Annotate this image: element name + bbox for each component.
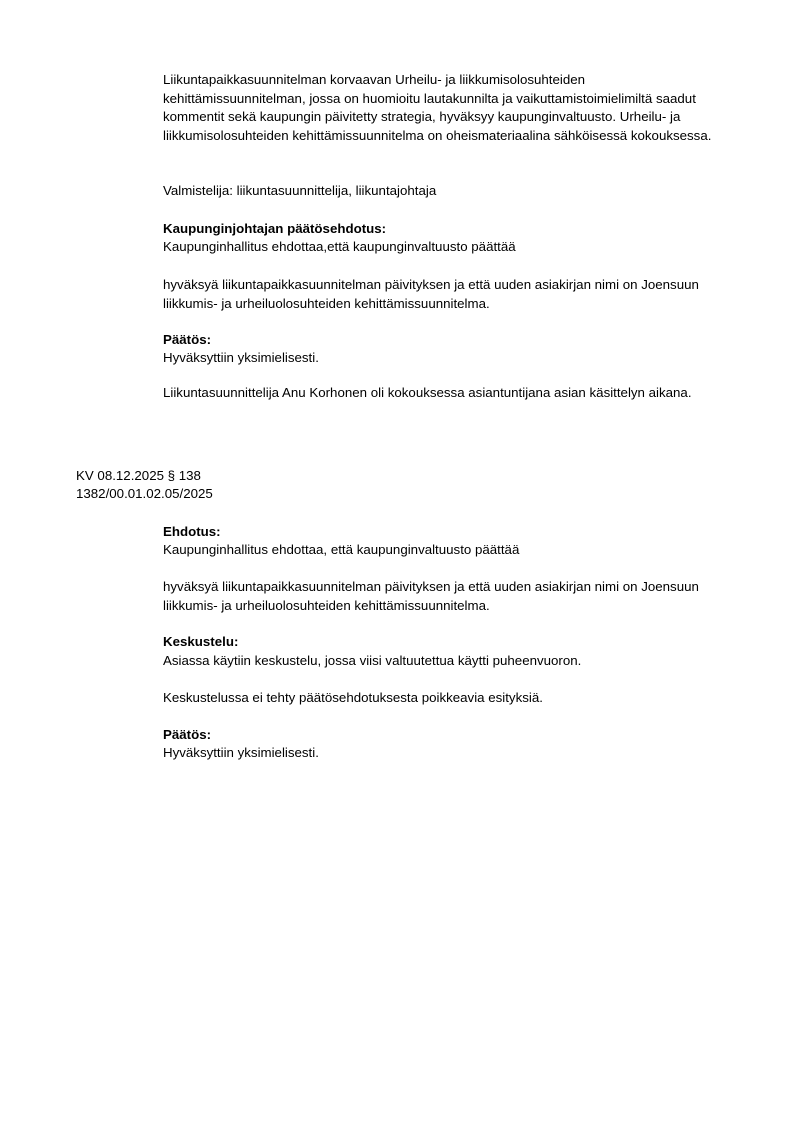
mayor-proposal-body: hyväksyä liikuntapaikkasuunnitelman päivityksen ja että uuden asiakirjan nimi on Joensuun liikkumis- ja urheiluolosuhteiden kehittämissuunnitelma. xyxy=(163,277,699,311)
proposal-body: hyväksyä liikuntapaikkasuunnitelman päivityksen ja että uuden asiakirjan nimi on Joensuun liikkumis- ja urheiluolosuhteiden kehittämissuunnitelma. xyxy=(163,579,699,613)
decision-heading: Päätös: xyxy=(163,332,212,347)
proposal-heading: Ehdotus: xyxy=(163,524,221,539)
preparer-line: Valmistelija: liikuntasuunnittelija, liikuntajohtaja xyxy=(163,183,437,198)
final-decision-heading: Päätös: xyxy=(163,727,212,742)
discussion-text: Asiassa käytiin keskustelu, jossa viisi valtuutettua käytti puheenvuoron. xyxy=(163,653,582,668)
final-decision-text: Hyväksyttiin yksimielisesti. xyxy=(163,745,319,760)
decision-text: Hyväksyttiin yksimielisesti. xyxy=(163,350,319,365)
discussion-heading: Keskustelu: xyxy=(163,634,239,649)
discussion-note: Keskustelussa ei tehty päätösehdotuksesta poikkeavia esityksiä. xyxy=(163,690,543,705)
mayor-proposal-intro: Kaupunginhallitus ehdottaa,että kaupunginvaltuusto päättää xyxy=(163,239,516,254)
intro-paragraph: Liikuntapaikkasuunnitelman korvaavan Urheilu- ja liikkumisolosuhteiden kehittämissuunnitelman, jossa on huomioitu lautakunnilta ja vaikuttamistoimielimiltä saadut kommentit sekä kaupungin päivitetty strategia, hyväksyy kaupunginvaltuusto. Urheilu- ja liikkumisolosuhteiden kehittämissuunnitelma on oheismateriaalina sähköisessä kokouksessa. xyxy=(163,72,712,143)
proposal-intro: Kaupunginhallitus ehdottaa, että kaupunginvaltuusto päättää xyxy=(163,542,520,557)
expert-note: Liikuntasuunnittelija Anu Korhonen oli kokouksessa asiantuntijana asian käsittelyn aikana. xyxy=(163,385,692,400)
case-number: 1382/00.01.02.05/2025 xyxy=(76,486,213,501)
mayor-proposal-heading: Kaupunginjohtajan päätösehdotus: xyxy=(163,221,387,236)
meeting-reference: KV 08.12.2025 § 138 xyxy=(76,468,201,483)
